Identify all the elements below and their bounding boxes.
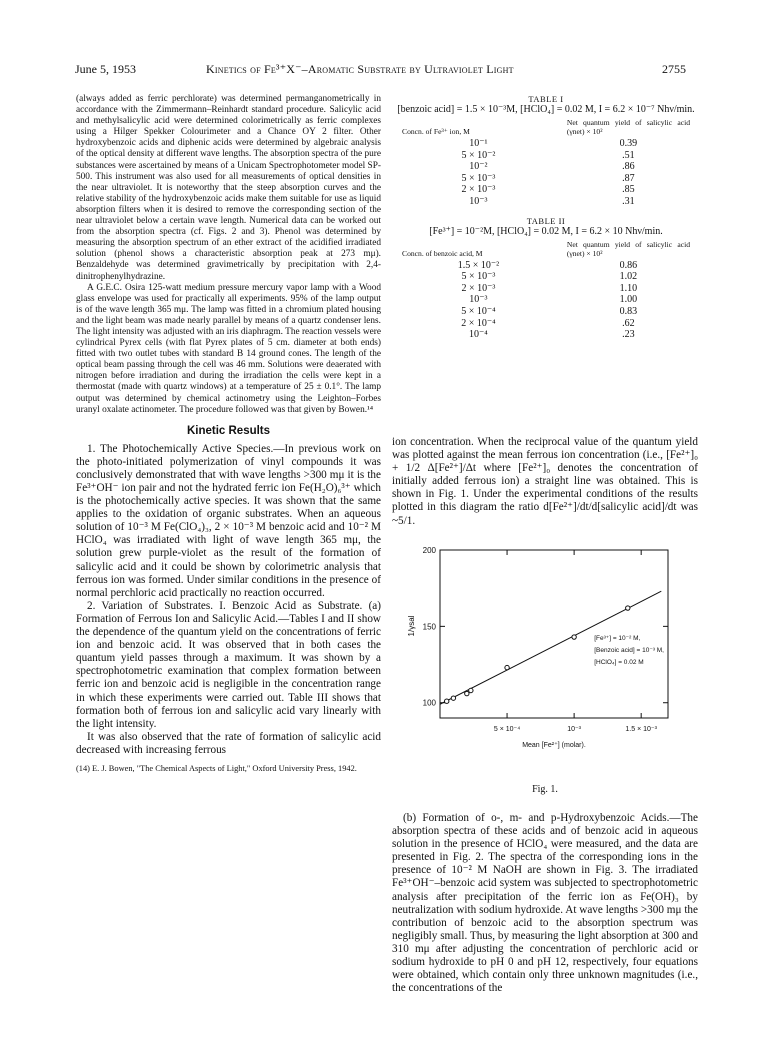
table1-caption: TABLE I bbox=[528, 94, 564, 104]
table1-description: [benzoic acid] = 1.5 × 10⁻³M, [HClO₄] = 0.02 M, I = 6.2 × 10⁻⁷ Nhν/min. bbox=[397, 104, 695, 115]
table-row: 5 × 10⁻⁴ 0.83 bbox=[461, 305, 638, 317]
data-point bbox=[445, 699, 449, 703]
header-page: 2755 bbox=[662, 62, 686, 76]
table-row: 10⁻¹ 0.39 bbox=[469, 138, 638, 149]
y-tick-label: 150 bbox=[422, 622, 436, 632]
right-paragraph-b bbox=[392, 812, 698, 995]
annotation-line: [Benzoic acid] = 10⁻³ M, bbox=[594, 647, 664, 655]
table1-col1-header: Concn. of Fe³⁺ ion, M bbox=[402, 127, 470, 136]
plot-frame bbox=[440, 550, 668, 718]
table-row: 5 × 10⁻³ .87 bbox=[461, 172, 635, 184]
footnote: (14) E. J. Bowen, "The Chemical Aspects of Light," Oxford University Press, 1942. bbox=[76, 763, 357, 773]
table1-col2-header: Net quantum yield of salicylic acid (γnet) × 10² bbox=[566, 118, 690, 136]
paragraph-2: 2. Variation of Substrates. I. Benzoic Acid as Substrate. (a) Formation of Ferrous Ion and Salicylic Acid.—Tables I and II show the dependence of the quantum yield on the concentrations of ferric ion and benzoic acid. It was observed that in both cases the quantum yield passes through a maximum. It was shown by a spectrophotometric examination that complex formation between ferric ion and benzoic acid is negligible in the concentration range in which these experiments were carried out. Table III shows that formation both of ferrous ion and salicylic acid vary linearly with the light intensity. bbox=[76, 599, 381, 730]
header-date: June 5, 1953 bbox=[75, 62, 136, 76]
paragraph-hydroxybenzoic: (b) Formation of o-, m- and p-Hydroxybenzoic Acids.—The absorption spectra of these acids and of benzoic acid in aqueous solution in the presence of HClO₄ were measured, and the data are presented in Fig. 2. The spectra of the corresponding ions in the presence of 10⁻² M NaOH are shown in Fig. 3. The irradiated Fe³⁺OH⁻–benzoic acid system was subjected to spectrophotometric analysis after precipitation of the ferric ion as Fe(OH)₃ by neutralization with sodium hydroxide. At wave lengths >300 mμ the contribution of benzoic acid to the absorption spectrum was negligibly small. Thus, by measuring the light absorption at 300 and 310 mμ after adjusting the concentration of perchloric acid or sodium hydroxide to pH 0 and pH 12, respectively, four equations were obtained, which contain only three unknown magnitudes (i.e., the concentrations of the bbox=[392, 812, 698, 995]
right-paragraph-a bbox=[392, 436, 698, 528]
data-point bbox=[505, 665, 509, 669]
table1 bbox=[396, 116, 696, 208]
table-row: 5 × 10⁻² .51 bbox=[461, 149, 635, 161]
figure-1 bbox=[392, 540, 698, 806]
x-tick-label: 5 × 10⁻⁴ bbox=[493, 726, 521, 733]
left-column bbox=[76, 94, 381, 774]
data-point bbox=[626, 606, 630, 610]
header-title: Kinetics of Fe³⁺X⁻–Aromatic Substrate by Ultraviolet Light bbox=[206, 62, 514, 76]
table-row: 2 × 10⁻⁴ .62 bbox=[461, 317, 635, 329]
table-row: 1.5 × 10⁻² 0.86 bbox=[457, 259, 638, 271]
annotation-line: [HClO₄] = 0.02 M bbox=[594, 659, 644, 667]
intro-paragraph: (always added as ferric perchlorate) was determined permanganometrically in accordance with the Zimmermann–Reinhardt standard procedure. Salicylic acid and methylsalicylic acid were determined colorimetrically as ferric complexes using a Hilger Spekker Colourimeter and a Chance OY 2 filter. Other hydroxybenzoic acids and diphenic acids were determined by algebraic analysis of the optical density at different wave lengths. The absorption spectra of the pure substances were ascertained by means of a Unicam Spectrophotometer model SP-500. This instrument was also used for all measurements of optical densities in the near ultraviolet. It is noteworthy that the steep absorption curves and the relative stability of the hydroxybenzoic acids make them suitable for use as liquid absorption filters when it is desired to remove the corresponding section of the near ultraviolet below a certain wave length. Numerical data can be worked out from the absorption spectra (cf. Figs. 2 and 3). Phenol was determined by measuring the absorption spectrum of an ether extract of the acidified irradiated solution (phenol shows a characteristic absorption peak at 273 mμ). Benzaldehyde was determined gravimetrically by precipitation with 2,4-dinitrophenylhydrazine. bbox=[76, 94, 381, 282]
table-row: 5 × 10⁻³ 1.02 bbox=[461, 271, 638, 283]
data-point bbox=[469, 688, 473, 692]
table-row: 2 × 10⁻³ 1.10 bbox=[461, 282, 638, 294]
table2-col1-header: Concn. of benzoic acid, M bbox=[402, 248, 483, 258]
data-point bbox=[465, 691, 469, 695]
lamp-paragraph: A G.E.C. Osira 125-watt medium pressure mercury vapor lamp with a Wood glass envelope was used for practically all experiments. 95% of the lamp output is of the wave length 365 mμ. The lamp was fitted in a chromium plated housing and the light beam was made nearly parallel by means of a quartz condenser lens. The light intensity was adjusted with an iris diaphragm. The reaction vessels were cylindrical Pyrex cells (with flat Pyrex plates of 5 cm. diameter at both ends) fitted with two outlet tubes with standard B 14 ground cones. The length of the optical beam passing through the cell was 46 mm. Solutions were deaerated with nitrogen before irradiation and during the irradiation the cells were kept in a thermostat (made with quartz windows) at a temperature of 25 ± 0.1°. The lamp output was determined by chemical actinometry using the Leighton–Forbes uranyl oxalate actinometer. The procedure followed was that given by Bowen.¹⁴ bbox=[76, 282, 381, 415]
table2 bbox=[396, 238, 696, 341]
x-axis-label: Mean [Fe²⁺] (molar). bbox=[522, 742, 586, 749]
table-row: 10⁻² .86 bbox=[469, 161, 635, 173]
paragraph-ion-concentration: ion concentration. When the reciprocal value of the quantum yield was plotted against the mean ferrous ion concentration (i.e., [Fe²⁺]₀ + 1/2 Δ[Fe²⁺]/Δt where [Fe²⁺]₀ denotes the concentration of initially added ferrous ion) a straight line was obtained. This is shown in Fig. 1. Under the experimental conditions of the results plotted in this diagram the ratio d[Fe²⁺]/dt/d[salicylic acid]/dt was ~5/1. bbox=[392, 436, 698, 527]
figure-1-caption: Fig. 1. bbox=[532, 784, 558, 795]
figure-1-chart bbox=[392, 540, 698, 770]
table-row: 10⁻³ 1.00 bbox=[469, 294, 638, 306]
right-tables bbox=[396, 94, 696, 341]
table2-col2-header: Net quantum yield of salicylic acid (γnet) × 10² bbox=[566, 239, 690, 258]
data-point bbox=[572, 635, 576, 639]
table-row: 10⁻³ .31 bbox=[469, 195, 635, 207]
section-title: Kinetic Results bbox=[186, 424, 271, 437]
table2-description: [Fe³⁺] = 10⁻²M, [HClO₄] = 0.02 M, I = 6.2 × 10 Nhν/min. bbox=[429, 225, 663, 237]
paragraph-3: It was also observed that the rate of formation of salicylic acid decreased with increasing ferrous bbox=[76, 730, 381, 756]
x-tick-label: 10⁻³ bbox=[567, 726, 582, 733]
y-tick-label: 200 bbox=[422, 546, 436, 555]
annotation-line: [Fe³⁺] = 10⁻² M, bbox=[594, 635, 641, 643]
data-point bbox=[451, 696, 455, 700]
y-tick-label: 100 bbox=[422, 698, 436, 708]
table-row: 10⁻⁴ .23 bbox=[469, 329, 635, 341]
y-axis-label: 1/γsal bbox=[407, 615, 416, 637]
paragraph-1: 1. The Photochemically Active Species.—In previous work on the photo-initiated polymerization of vinyl compounds it was conclusively demonstrated that with wave lengths >300 mμ it is the Fe³⁺OH⁻ ion pair and not the hydrated ferric ion Fe(H₂O)₆³⁺ which is the photochemically active species. It was shown that the same applies to the oxidation of organic substrates. When an aqueous solution of 10⁻³ M Fe(ClO₄)₃, 2 × 10⁻³ M benzoic acid and 10⁻² M HClO₄ was irradiated with light of wave length 365 mμ, the solution grew purple-violet as the result of the formation of salicylic acid and it could be shown by colorimetric analysis that ferrous ion was formed. Under similar conditions in the presence of normal perchloric acid practically no reaction occurred. bbox=[76, 442, 381, 599]
table-row: 2 × 10⁻³ .85 bbox=[461, 184, 635, 196]
table2-caption: TABLE II bbox=[526, 215, 566, 226]
x-tick-label: 1.5 × 10⁻³ bbox=[625, 726, 657, 733]
